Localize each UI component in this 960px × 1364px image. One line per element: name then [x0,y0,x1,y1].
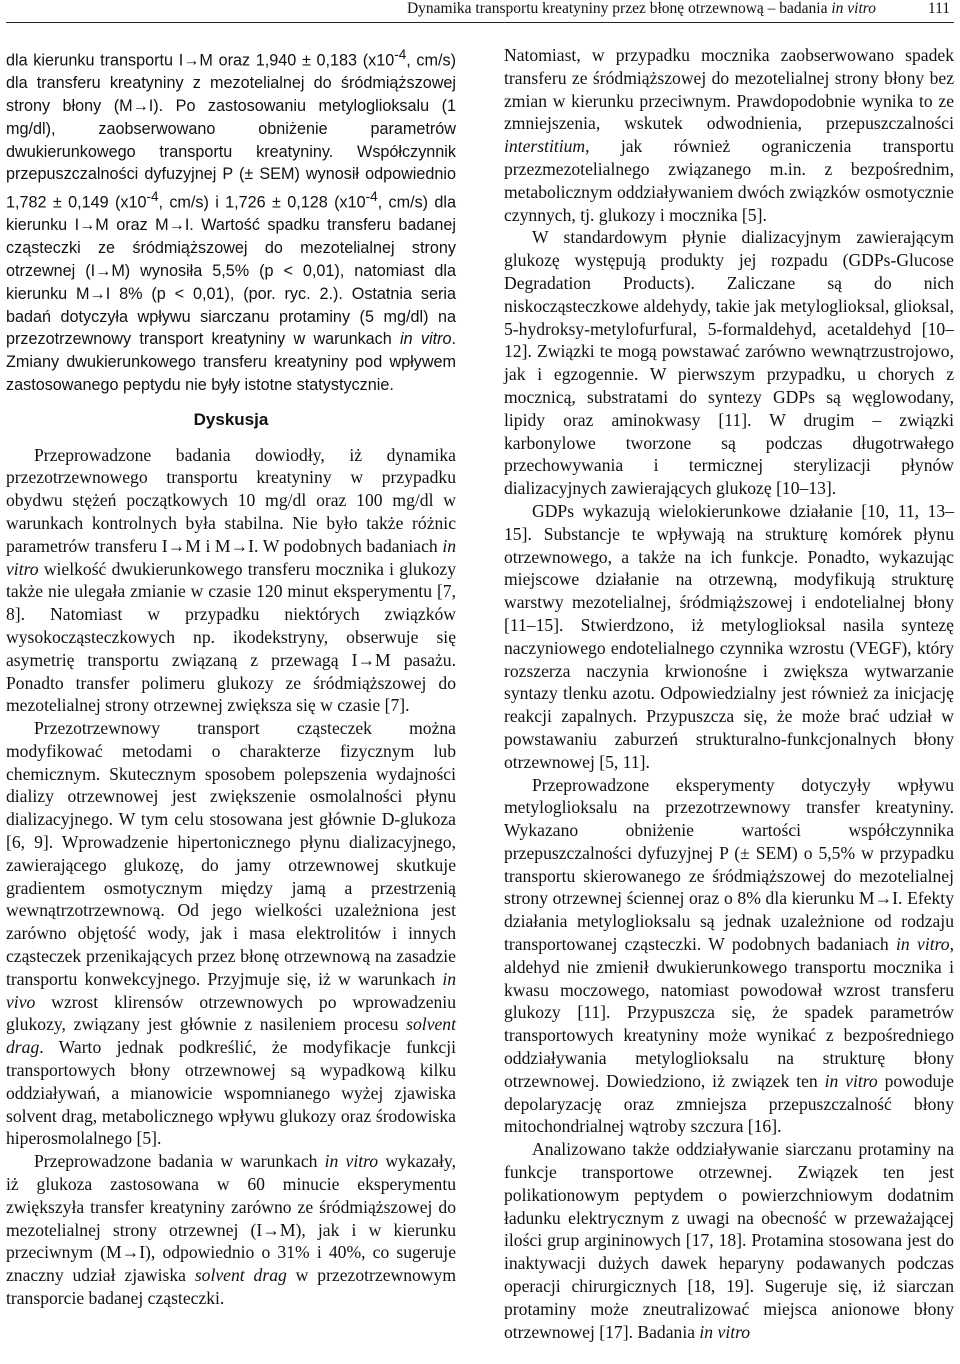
italic-term: in vitro [6,535,456,579]
text-run: wzrost klirensów otrzewnowych po wprowadzeniu glukozy, związany jest głównie z nasileniem procesu [6,991,456,1035]
discussion-paragraph-4 [504,44,954,226]
running-title [407,0,876,18]
discussion-paragraph-3 [6,1150,456,1310]
text-run: Analizowano także oddziaływanie siarczanu protaminy na funkcje transportowe otrzewnej. Związek ten jest polikationowym peptydem o powierzchniowym dodatnim ładunku elektrycznym z uwagi na obecność w przeważającej ilości grup argininowych [17, 18]. Protamina stosowana jest do inaktywacji dużych dawek heparyny podawanych podczas operacji chirurgicznych [18, 19]. Sugeruje się, iż siarczan protaminy może zneutralizować miejsca anionowe błony otrzewnowej [17]. Badania [504,1139,954,1342]
text-run: , jak również ograniczenia transportu przezmezotelialnego związanego m.in. z bezpośrednim, metabolicznym oddziaływaniem dwóch związków osmotycznie czynnych, tj. glukozy i mocznika [5]. [504,136,954,225]
italic-term: in vitro [400,330,452,349]
text-run: Przeprowadzone badania dowiodły, iż dynamika przezotrzewnowego transportu kreatyniny w przypadku obydwu stężeń początkowych 10 mg/dl oraz 100 mg/dl w warunkach kontrolnych była stabilna. Nie było także różnic parametrów transferu I→M i M→I. W podobnych badaniach [6,444,456,556]
text-run: powoduje depolaryzację oraz zmniejsza przepuszczalność błony mitochondrialnej wątroby szczura [16]. [504,1070,954,1137]
text-run: wielkość dwukierunkowego transferu mocznika i glukozy także nie ulegała zmianie w czasie 120 minut eksperymentu [7, 8]. Natomiast w przypadku niektórych związków wysokocząsteczkowych np. ikodekstryny, obserwuje się asymetrię transportu związaną z przewagą I→M pasażu. Ponadto transfer polimeru glukozy ze śródmiąższowej do mezotelialnej strony otrzewnej zwiększa się w czasie [7]. [6,558,456,716]
text-run: dla kierunku transportu I→M oraz 1,940 ± 0,183 (x10 [6,51,395,70]
right-column [504,44,954,1343]
running-header [6,0,954,23]
italic-term: solvent drag [6,1014,456,1058]
italic-term: in vivo [6,968,456,1012]
text-run: . Zmiany dwukierunkowego transferu kreatyniny pod wpływem zastosowanego peptydu nie były istotne statystycznie. [6,330,456,394]
text-run: Przeprowadzone badania w warunkach [34,1151,325,1172]
results-paragraph [6,44,456,397]
discussion-paragraph-1 [6,444,456,718]
discussion-paragraph-7 [504,774,954,1139]
running-title-text: Dynamika transportu kreatyniny przez błonę otrzewnową – badania [406,0,832,17]
superscript: -4 [394,47,407,62]
text-run: , cm/s) i 1,726 ± 0,128 (x10 [158,193,366,212]
italic-term: in vitro [324,1151,379,1172]
discussion-paragraph-8 [504,1138,954,1343]
text-run: , cm/s) dla kierunku I→M oraz M→I. Wartość spadku transferu badanej cząsteczki ze śródmiąższowej do mezotelialnej strony otrzewnej (I→M) wynosiła 5,5% (p < 0,01), natomiast dla kierunku M→I 8% (p < 0,01), (por. ryc. 2.). Ostatnia seria badań dotyczyła wpływu siarczanu protaminy (5 mg/dl) na przezotrzewnowy transport kreatyniny w warunkach [6,193,457,349]
text-run: Przeprowadzone eksperymenty dotyczyły wpływu metyloglioksalu na przezotrzewnowy transfer kreatyniny. Wykazano obniżenie wartości współczynnika przepuszczalności dyfuzyjnej P (± SEM) o 5,5% w przypadku transportu skierowanego ze śródmiąższowej do mezotelialnej strony otrzewnej ściennej oraz o 8% dla kierunku M→I. Efekty działania metyloglioksalu są jednak uzależnione od rodzaju transportowanej cząsteczki. W podobnych badaniach [504,774,954,955]
section-heading: Dyskusja [193,409,269,429]
page-number: 111 [927,0,950,17]
left-column [6,44,456,1310]
running-title-italic: in vitro [831,0,876,17]
italic-term: in vitro [896,934,950,955]
discussion-paragraph-5: W standardowym płynie dializacyjnym zawierającym glukozę występują produkty jej rozpadu (GDPs-Glucose Degradation Products). Zaliczane są do nich niskocząsteczkowe aldehydy, takie jak metyloglioksal, glioksal, 5-hydroksy-metylofurfural, 5-formaldehyd, acetaldehyd [10–12]. Związki te mogą powstawać zarówno wewnątrzustrojowo, jak i egzogennie. W pierwszym przypadku, u chorych z mocznicą, substratami do syntezy GDPs są węglowodany, lipidy oraz aminokwasy [11]. W drugim – związki karbonylowe tworzone są podczas długotrwałego przechowywania i termicznej sterylizacji płynów dializacyjnych zawierających glukozę [10–13]. [504,227,954,499]
text-run: . Warto jednak podkreślić, że modyfikacje funkcji transportowych błony otrzewnowej są wypadkową kilku oddziaływań, a mianowicie wspomnianego wyżej zjawiska solvent drag, metabolicznego wpływu glukozy oraz środowiska hiperosmolalnego [5]. [6,1037,456,1149]
text-run: , aldehyd nie zmienił dwukierunkowego transportu mocznika i kwasu moczowego, natomiast powodował wzrost transferu glukozy [11]. Przypuszcza się, że spadek parametrów transportowych kreatyniny może wynikać z bezpośredniego oddziaływania metyloglioksalu na strukturę błony otrzewnowej. Dowiedziono, iż związek ten [504,934,954,1091]
discussion-paragraph-6: GDPs wykazują wielokierunkowe działanie [10, 11, 13–15]. Substancje te wpływają na strukturę komórek płynu otrzewnowego, a także na ich funkcje. Ponadto, wykazując miejscowe działanie na otrzewną, modyfikują strukturę warstwy mezotelialnej, śródmiąższowej i endotelialnej błony [11–15]. Stwierdzono, iż metyloglioksal nasila syntezę naczyniowego endotelialnego czynnika wzrostu (VEGF), który rozszerza naczynia krwionośne i zwiększa wytwarzanie syntazy tlenku azotu. Odpowiedzialny jest również za inicjację reakcji zapalnych. Przypuszcza się, że może brać udział w powstawaniu zaburzeń strukturalno-funkcjonalnych błony otrzewnowej [5, 11]. [504,500,954,772]
superscript: -4 [365,189,378,205]
text-run: , cm/s) dla transferu kreatyniny z mezotelialnej do śródmiąższowej strony błony (M→I). Po zastosowaniu metyloglioksalu (1 mg/dl), zaobserwowano obniżenie parametrów dwukierunkowego transportu kreatyniny. Współczynnik przepuszczalności dyfuzyjnej P (± SEM) wynosił odpowiednio 1,782 ± 0,149 (x10 [6,51,456,212]
text-run: Przezotrzewnowy transport cząsteczek można modyfikować metodami o charakterze fizycznym lub chemicznym. Skutecznym sposobem polepszenia wydajności dializy otrzewnowej jest zwiększenie osmolalności płynu dializacyjnego. W tym celu stosowana jest głównie D-glukoza [6, 9]. Wprowadzenie hipertonicznego płynu dializacyjnego, zawierającego glukozę, do jamy otrzewnowej skutkuje gradientem osmotycznym między jamą a przestrzenią wewnątrzotrzewnową. Od jego wielkości uzależniona jest zarówno objętość wody, jak i masa elektrolitów i innych cząsteczek przenikających przez błonę otrzewnową na zasadzie transportu konwekcyjnego. Przyjmuje się, iż w warunkach [6,718,456,989]
italic-term: solvent drag [194,1265,287,1286]
discussion-paragraph-2 [6,717,456,1150]
italic-term: interstitium [504,136,586,157]
superscript: -4 [146,189,159,205]
text-run: Natomiast, w przypadku mocznika zaobserwowano spadek transferu ze śródmiąższowej do mezotelialnej strony błony bez zmian w kierunku przeciwnym. Prawdopodobnie wynika to ze zmniejszenia, wskutek odwodnienia, przepuszczalności [504,45,954,134]
text-run: w przezotrzewnowym transporcie badanej cząsteczki. [6,1265,456,1309]
italic-term: in vitro [699,1321,751,1342]
text-run: wykazały, iż glukoza zastosowana w 60 minucie eksperymentu zwiększyła transfer kreatyniny zarówno ze śródmiąższowej do mezotelialnej strony otrzewnej (I→M), jak i w kierunku przeciwnym (M→I), odpowiednio o 31% i 40%, co sugeruje znaczny udział zjawiska [6,1151,456,1286]
italic-term: in vitro [824,1070,878,1091]
